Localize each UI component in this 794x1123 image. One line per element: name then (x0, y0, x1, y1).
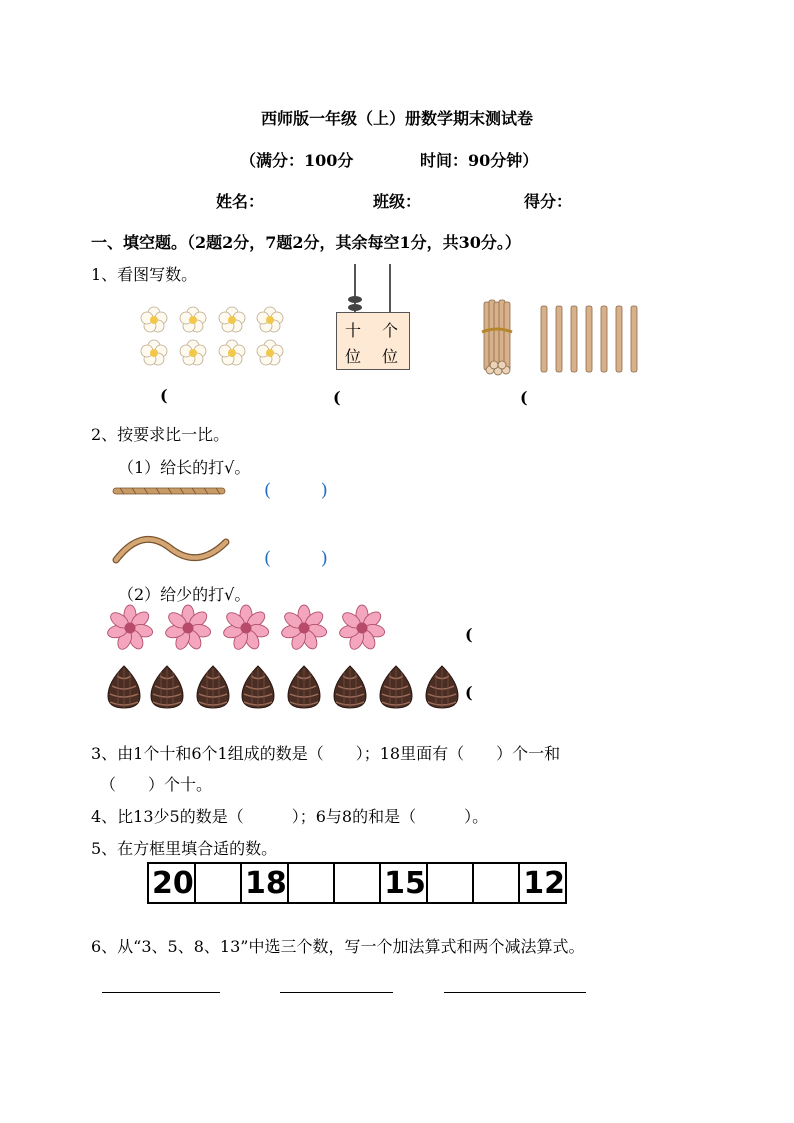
flowers-illustration (133, 300, 293, 372)
question-6-text: 6、从“3、5、8、13”中选三个数，写一个加法算式和两个减法算式。 (91, 937, 585, 956)
abacus-wei-label-left: 位 (345, 347, 362, 366)
class-field-label: 班级： (373, 192, 422, 211)
name-field-label: 姓名： (216, 192, 265, 211)
number-box: 18 (242, 864, 289, 902)
q1-answer-blank-3[interactable]: ( (520, 388, 528, 407)
answer-line-addition[interactable] (102, 992, 220, 993)
number-box-blank[interactable] (289, 864, 335, 902)
number-box: 20 (149, 864, 196, 902)
sticks-illustration (478, 298, 648, 380)
q2-straight-rope-blank[interactable]: ( ) (264, 480, 350, 501)
number-box-blank[interactable] (474, 864, 520, 902)
abacus-illustration (336, 264, 410, 370)
straight-rope-illustration (112, 484, 228, 498)
score-field-label: 得分： (524, 192, 573, 211)
number-box-blank[interactable] (428, 864, 474, 902)
question-2-sub2: （2）给少的打√。 (118, 585, 251, 604)
number-box-blank[interactable] (196, 864, 242, 902)
question-2-text: 2、按要求比一比。 (91, 425, 230, 444)
answer-line-subtraction-2[interactable] (444, 992, 586, 993)
abacus-ones-label: 个 (382, 321, 399, 340)
number-box: 12 (523, 866, 566, 901)
number-box-blank[interactable] (335, 864, 381, 902)
q2-curved-rope-blank[interactable]: ( ) (264, 548, 350, 569)
q1-answer-blank-1[interactable]: ( (160, 386, 168, 405)
score-info: （满分：100分 (240, 151, 354, 170)
question-3-line2: （ ）个十。 (100, 775, 213, 794)
q2-flowers-blank[interactable]: ( (465, 625, 473, 644)
curved-rope-illustration (112, 530, 230, 570)
pinecones-illustration (104, 664, 468, 710)
pink-flowers-illustration (104, 602, 394, 654)
question-1-text: 1、看图写数。 (91, 265, 198, 284)
q1-answer-blank-2[interactable]: ( (333, 388, 341, 407)
number-sequence-boxes (147, 862, 567, 904)
question-4-text: 4、比13少5的数是（ ）；6与8的和是（ ）。 (91, 807, 489, 826)
section-1-heading: 一、填空题。（2题2分，7题2分，其余每空1分，共30分。） (91, 233, 521, 252)
question-5-text: 5、在方框里填合适的数。 (91, 839, 278, 858)
number-box: 15 (381, 864, 428, 902)
question-3-line1: 3、由1个十和6个1组成的数是（ ）；18里面有（ ）个一和 (91, 744, 561, 763)
time-info: 时间：90分钟） (420, 151, 539, 170)
page-title: 西师版一年级（上）册数学期末测试卷 (260, 109, 533, 128)
abacus-wei-label-right: 位 (382, 347, 399, 366)
q2-pinecones-blank[interactable]: ( (465, 683, 473, 702)
answer-line-subtraction-1[interactable] (280, 992, 393, 993)
abacus-tens-label: 十 (345, 321, 362, 340)
question-2-sub1: （1）给长的打√。 (118, 458, 251, 477)
